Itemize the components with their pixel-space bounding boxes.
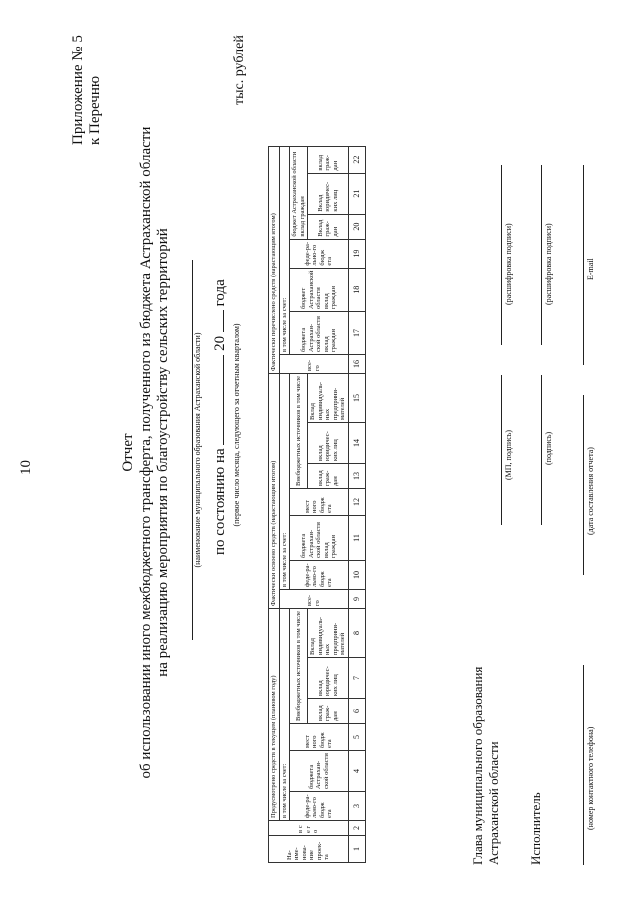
col-num: 2: [348, 821, 365, 836]
col-num: 20: [348, 214, 365, 239]
col-num: 14: [348, 423, 365, 464]
fact-obl2: бюджет Астраханской области вклад граждан: [290, 268, 349, 311]
header-planned: Предусмотрено средств в текущем (плановом году): [269, 609, 280, 821]
header-transferred: Фактически перечислено средств (нарастающим итогом): [269, 146, 280, 373]
col-num: 3: [348, 792, 365, 821]
report-table: [268, 146, 366, 863]
as-of-date: [212, 279, 229, 555]
executor-sign-line: [540, 375, 542, 525]
spent-obl: бюджета Астрахан-ской области вклад граждан: [290, 516, 349, 561]
mp-sign-line: [500, 375, 502, 525]
fact-fed: феде-ра-льно-го бюдж ета: [290, 239, 349, 268]
spent-vklad-ip: Вклад индивидуаль-ных предприни-мателей: [308, 374, 349, 423]
date-caption: (дата составления отчета): [586, 447, 595, 535]
plan-vklad-ip: Вклад индивидуаль-ных предприни-мателей: [308, 609, 349, 658]
col-num: 4: [348, 751, 365, 792]
col-num: 7: [348, 658, 365, 699]
header-planned-incl: в том числе за счет:: [279, 609, 290, 821]
head-title-1: Глава муниципального образования: [470, 666, 485, 865]
email-caption: E-mail: [586, 258, 595, 280]
header-transferred-total: все-го: [279, 355, 348, 374]
col-num: 21: [348, 173, 365, 214]
units-label: тыс. рублей: [232, 35, 247, 105]
col-total-vertical: в с е г о: [269, 821, 349, 836]
col-num: 1: [348, 836, 365, 863]
header-spent: Фактически освоено средств (нарастающим итогом): [269, 374, 280, 609]
executor-label: Исполнитель: [528, 792, 543, 865]
year-prefix: 20: [212, 335, 228, 351]
spent-vnebud: Внебюджетных источников в том числе: [290, 374, 308, 489]
appendix-line1: Приложение № 5: [70, 35, 86, 145]
spent-vklad-ur: вклад юридичес-ких лиц: [308, 423, 349, 464]
year-suffix: года: [212, 279, 228, 307]
col-num: 17: [348, 312, 365, 355]
date-line: [582, 395, 584, 575]
decode1-caption: (расшифровка подписи): [504, 223, 513, 305]
header-spent-total: все-го: [279, 590, 348, 609]
col-num: 12: [348, 489, 365, 516]
column-number-row: [348, 146, 365, 862]
spent-mest: мест ного бюдж ета: [290, 489, 349, 516]
header-spent-incl: в том числе за счет:: [279, 374, 290, 590]
col-project-name: На-име-нова-ние проек-та: [269, 836, 349, 863]
col-num: 22: [348, 146, 365, 173]
col-num: 19: [348, 239, 365, 268]
header-transferred-incl: в том числе за счет:: [279, 146, 290, 354]
col-num: 10: [348, 561, 365, 590]
plan-fed: феде-ра-льно-го бюдж ета: [290, 792, 349, 821]
col-num: 18: [348, 268, 365, 311]
col-num: 11: [348, 516, 365, 561]
page-number: 10: [18, 460, 34, 475]
col-num: 15: [348, 374, 365, 423]
head-title-2: Астраханской области: [486, 741, 501, 865]
as-of-label: по состоянию на: [212, 448, 228, 555]
phone-caption: (номер контактного телефона): [586, 726, 595, 830]
col-num: 6: [348, 699, 365, 724]
fact-vklad-ur: Вклад юридичес-ких лиц: [308, 173, 349, 214]
report-subtitle-1: об использовании иного межбюджетного трансферта, полученного из бюджета Астраханской области: [138, 126, 154, 779]
plan-vklad-gr: вклад граж-дан: [308, 699, 349, 724]
col-num: 16: [348, 355, 365, 374]
plan-obl: бюджета Астрахан-ской области: [290, 751, 349, 792]
phone-line: [582, 665, 584, 865]
appendix-line2: к Перечню: [87, 75, 103, 145]
col-num: 8: [348, 609, 365, 658]
col-num: 5: [348, 724, 365, 751]
plan-mest: мест ного бюдж ета: [290, 724, 349, 751]
plan-vnebud: Внебюджетных источников в том числе: [290, 609, 308, 724]
fact-vklad-gr: Вклад граж-дан: [308, 214, 349, 239]
decode2-line: [540, 165, 542, 345]
appendix-label: [70, 35, 104, 145]
report-title: Отчет: [120, 433, 136, 472]
mp-caption: (МП, подпись): [504, 429, 513, 480]
fact-obl: бюджета Астрахан-ской области вклад граждан: [290, 312, 349, 355]
sign-caption: (подпись): [544, 431, 553, 465]
fact-obl-vnebud: бюджет Астраханской области вклад граждан: [290, 146, 308, 239]
municipality-caption: (наименование муниципального образования Астраханской области): [193, 332, 202, 568]
col-num: 13: [348, 464, 365, 489]
municipality-fill-line: [182, 260, 193, 640]
fact-vklad-ip: вклад граж-дан: [308, 146, 349, 173]
as-of-caption: (первое число месяца, следующего за отчетным кварталом): [232, 323, 241, 527]
col-num: 9: [348, 590, 365, 609]
email-line: [582, 165, 584, 365]
spent-vklad-gr: вклад граж-дан: [308, 464, 349, 489]
decode1-line: [500, 165, 502, 345]
plan-vklad-ur: вклад юридичес-ких лиц: [308, 658, 349, 699]
report-subtitle-2: на реализацию мероприятия по благоустройству сельских территорий: [155, 228, 171, 677]
spent-fed: феде-ра-льно-го бюдж ета: [290, 561, 349, 590]
decode2-caption: (расшифровка подписи): [544, 223, 553, 305]
